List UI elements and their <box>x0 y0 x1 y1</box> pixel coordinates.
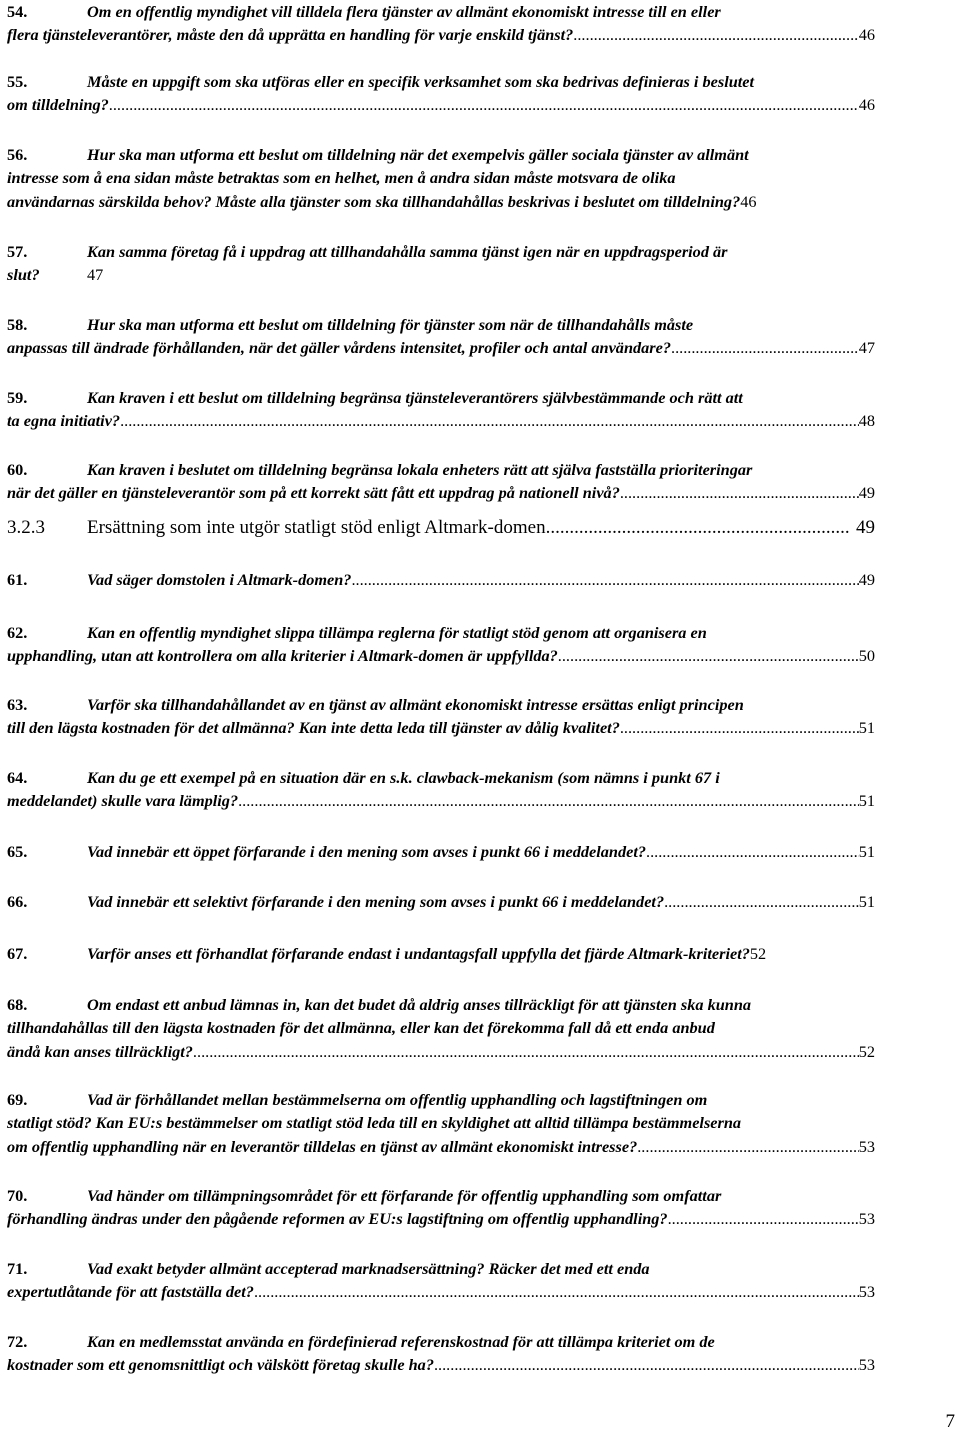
page-number: 7 <box>945 1411 955 1432</box>
toc-entry-63[interactable] <box>7 693 875 740</box>
entry-text: expertutlåtande för att fastställa det? <box>7 1282 254 1302</box>
entry-page: 52 <box>858 1041 875 1061</box>
toc-entry-56[interactable] <box>7 143 875 213</box>
entry-page: 46 <box>858 95 875 115</box>
toc-entry-68[interactable] <box>7 993 875 1063</box>
entry-text: flera tjänsteleverantörer, måste den då upprätta en handling för varje enskild tjänst? <box>7 25 574 45</box>
toc-entry-57[interactable] <box>7 240 875 287</box>
dot-leader <box>620 481 859 504</box>
toc-entry-71[interactable] <box>7 1257 875 1304</box>
entry-text: meddelandet) skulle vara lämplig? <box>7 791 239 811</box>
entry-number: 63. <box>7 695 28 714</box>
dot-leader <box>671 336 859 359</box>
entry-page: 51 <box>858 892 875 911</box>
entry-number: 61. <box>7 570 28 589</box>
entry-text: Kan kraven i ett beslut om tilldelning begränsa tjänsteleverantörers självbestämmande och rätt att <box>87 388 743 407</box>
entry-number: 69. <box>7 1090 28 1109</box>
entry-page: 50 <box>858 646 875 666</box>
entry-text: kostnader som ett genomsnittligt och välskött företag skulle ha? <box>7 1355 434 1375</box>
entry-number: 65. <box>7 842 28 861</box>
section-title: Ersättning som inte utgör statligt stöd enligt Altmark-domen <box>87 517 546 538</box>
entry-number: 56. <box>7 145 28 164</box>
entry-text: Vad innebär ett öppet förfarande i den mening som avses i punkt 66 i meddelandet? <box>87 842 647 861</box>
toc-entry-60[interactable] <box>7 458 875 505</box>
toc-entry-58[interactable] <box>7 313 875 360</box>
entry-page: 51 <box>858 791 875 811</box>
entry-number: 64. <box>7 768 28 787</box>
entry-text: statligt stöd? Kan EU:s bestämmelser om statligt stöd leda till en skyldighet att alltid tillämpa bestämmelserna <box>7 1113 742 1133</box>
entry-text: Varför ska tillhandahållandet av en tjänst av allmänt ekonomiskt intresse ersättas enligt principen <box>87 695 744 714</box>
entry-page: 53 <box>858 1136 875 1156</box>
toc-section-3-2-3[interactable] <box>7 515 875 541</box>
entry-text: användarnas särskilda behov? Måste alla tjänster som ska tillhandahållas beskrivas i beslutet om tilldelning? <box>7 191 741 211</box>
dot-leader <box>193 1040 859 1063</box>
toc-entry-54[interactable] <box>7 0 875 47</box>
dot-leader <box>109 93 859 116</box>
toc-entry-66[interactable] <box>7 890 875 913</box>
entry-page: 49 <box>858 570 875 589</box>
dot-leader <box>434 1353 859 1376</box>
dot-leader <box>558 644 859 667</box>
dot-leader <box>664 890 859 913</box>
entry-number: 62. <box>7 623 28 642</box>
entry-text: ändå kan anses tillräckligt? <box>7 1041 193 1061</box>
entry-number: 60. <box>7 460 28 479</box>
entry-page: 48 <box>858 411 875 431</box>
toc-entry-67[interactable] <box>7 942 875 965</box>
dot-leader <box>620 716 859 739</box>
dot-leader <box>646 840 859 863</box>
entry-number: 68. <box>7 995 28 1014</box>
entry-text: upphandling, utan att kontrollera om alla kriterier i Altmark-domen är uppfyllda? <box>7 646 558 666</box>
entry-text: Om en offentlig myndighet vill tilldela flera tjänster av allmänt ekonomiskt intresse till en eller <box>87 2 721 21</box>
dot-leader <box>573 23 858 46</box>
dot-leader <box>238 789 859 812</box>
toc-entry-61[interactable] <box>7 568 875 591</box>
dot-leader <box>637 1135 858 1158</box>
toc-entry-64[interactable] <box>7 766 875 813</box>
entry-text: om tilldelning? <box>7 95 109 115</box>
toc-entry-69[interactable] <box>7 1088 875 1158</box>
entry-text: tillhandahållas till den lägsta kostnaden för det allmänna, eller kan det förekomma fall då ett enda anbud <box>7 1018 715 1038</box>
entry-page: 49 <box>858 483 875 503</box>
entry-number: 58. <box>7 315 28 334</box>
entry-text: Kan du ge ett exempel på en situation där en s.k. clawback-mekanism (som nämns i punkt 67 i <box>87 768 720 787</box>
entry-text: Hur ska man utforma ett beslut om tilldelning när det exempelvis gäller sociala tjänster av allmänt <box>87 145 749 164</box>
entry-text: Vad är förhållandet mellan bestämmelserna om offentlig upphandling och lagstiftningen om <box>87 1090 708 1109</box>
entry-text: Vad säger domstolen i Altmark-domen? <box>87 570 352 589</box>
entry-page: 46 <box>740 191 757 211</box>
entry-text: Kan samma företag få i uppdrag att tillhandahålla samma tjänst igen när en uppdragsperiod är <box>87 242 728 261</box>
entry-text: Kan en medlemsstat använda en fördefinierad referenskostnad för att tillämpa kriteriet om de <box>87 1332 715 1351</box>
dot-leader <box>351 568 858 591</box>
entry-page: 47 <box>87 265 104 285</box>
entry-text: till den lägsta kostnaden för det allmänna? Kan inte detta leda till tjänster av dålig kvalitet? <box>7 718 620 738</box>
dot-leader <box>546 515 850 541</box>
entry-page: 46 <box>858 25 875 45</box>
entry-text: Hur ska man utforma ett beslut om tilldelning för tjänster som när de tillhandahålls måste <box>87 315 694 334</box>
entry-page: 51 <box>858 718 875 738</box>
toc-entry-70[interactable] <box>7 1184 875 1231</box>
toc-entry-65[interactable] <box>7 840 875 863</box>
toc-entry-55[interactable] <box>7 70 875 117</box>
entry-text: Kan kraven i beslutet om tilldelning begränsa lokala enheters rätt att själva fastställa prioriteringar <box>87 460 753 479</box>
entry-number: 70. <box>7 1186 28 1205</box>
dot-leader <box>668 1207 859 1230</box>
entry-text: anpassas till ändrade förhållanden, när det gäller vårdens intensitet, profiler och antal användare? <box>7 338 671 358</box>
entry-text: ta egna initiativ? <box>7 411 121 431</box>
entry-page: 53 <box>858 1282 875 1302</box>
entry-number: 72. <box>7 1332 28 1351</box>
entry-page: 53 <box>858 1209 875 1229</box>
entry-number: 55. <box>7 72 28 91</box>
entry-text: förhandling ändras under den pågående reformen av EU:s lagstiftning om offentlig upphandling? <box>7 1209 668 1229</box>
entry-number: 66. <box>7 892 28 911</box>
section-number: 3.2.3 <box>7 517 45 538</box>
entry-text: Måste en uppgift som ska utföras eller en specifik verksamhet som ska bedrivas definieras i beslutet <box>87 72 755 91</box>
entry-number: 59. <box>7 388 28 407</box>
entry-text: Vad innebär ett selektivt förfarande i den mening som avses i punkt 66 i meddelandet? <box>87 892 665 911</box>
dot-leader <box>120 409 859 432</box>
toc-entry-72[interactable] <box>7 1330 875 1377</box>
entry-page: 52 <box>749 944 767 963</box>
entry-text: Om endast ett anbud lämnas in, kan det budet då aldrig anses tillräckligt för att tjänsten ska kunna <box>87 995 752 1014</box>
entry-text: när det gäller en tjänsteleverantör som på ett korrekt sätt fått ett uppdrag på nationell nivå? <box>7 483 620 503</box>
dot-leader <box>254 1280 859 1303</box>
entry-number: 54. <box>7 2 28 21</box>
entry-text: slut? <box>7 265 40 285</box>
entry-text: intresse som å ena sidan måste betraktas som en helhet, men å andra sidan måste motsvara de olika <box>7 168 676 188</box>
toc-entry-62[interactable] <box>7 621 875 668</box>
entry-page: 51 <box>858 842 875 861</box>
entry-text: Vad händer om tillämpningsområdet för ett förfarande för offentlig upphandling som omfattar <box>87 1186 722 1205</box>
entry-number: 67. <box>7 944 28 963</box>
toc-entry-59[interactable] <box>7 386 875 433</box>
entry-number: 57. <box>7 242 28 261</box>
entry-text: Vad exakt betyder allmänt accepterad marknadsersättning? Räcker det med ett enda <box>87 1259 650 1278</box>
entry-page: 53 <box>858 1355 875 1375</box>
entry-text: Kan en offentlig myndighet slippa tillämpa reglerna för statligt stöd genom att organisera en <box>87 623 707 642</box>
entry-number: 71. <box>7 1259 28 1278</box>
section-page: 49 <box>856 517 875 538</box>
entry-text: Varför anses ett förhandlat förfarande endast i undantagsfall uppfylla det fjärde Altmark-kriteriet? <box>87 944 750 963</box>
entry-text: om offentlig upphandling när en leverantör tilldelas en tjänst av allmänt ekonomiskt intresse? <box>7 1136 638 1156</box>
entry-page: 47 <box>858 338 875 358</box>
